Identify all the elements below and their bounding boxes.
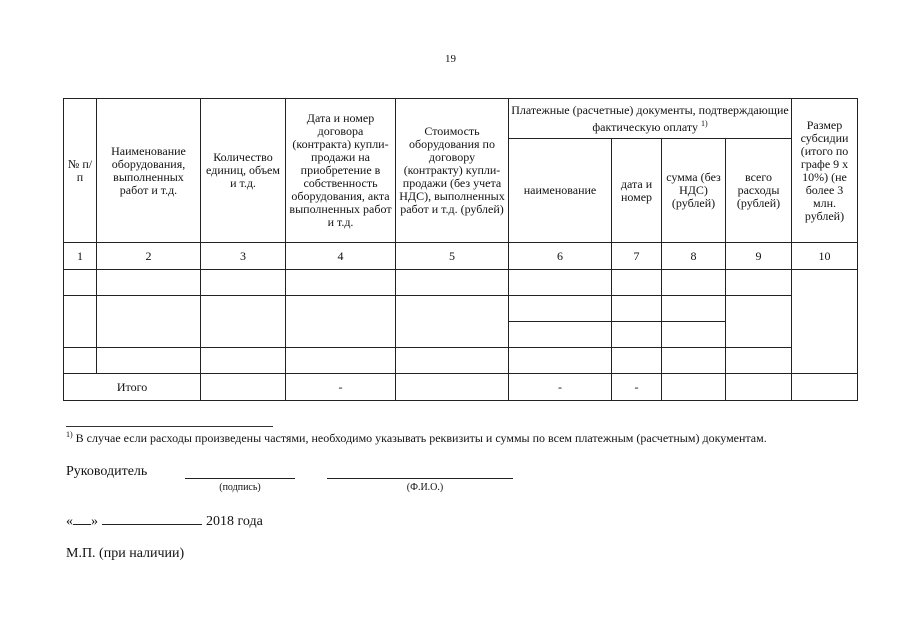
table-cell[interactable] xyxy=(64,296,97,348)
column-number: 10 xyxy=(792,243,858,270)
table-cell-subsidy[interactable] xyxy=(792,270,858,374)
date-close-quote: » xyxy=(91,514,98,529)
table-cell[interactable] xyxy=(662,322,726,348)
footnote-divider xyxy=(66,426,273,427)
table-cell[interactable] xyxy=(726,296,792,348)
footnote-text: В случае если расходы произведены частями, необходимо указывать реквизиты и суммы по всем платежным (расчетным) документам. xyxy=(72,431,767,445)
table-cell[interactable] xyxy=(286,348,396,374)
header-group-footnote-mark: 1) xyxy=(700,118,708,128)
header-group-payments xyxy=(509,99,792,139)
table-row xyxy=(64,296,858,322)
table-cell[interactable] xyxy=(662,348,726,374)
page-number: 19 xyxy=(445,53,456,65)
table-cell[interactable] xyxy=(509,322,612,348)
day-blank[interactable] xyxy=(73,512,91,525)
total-col-6: - xyxy=(509,374,612,401)
header-col-10: Размер субсидии (итого по графе 9 х 10%) (не более 3 млн. рублей) xyxy=(792,99,858,243)
header-col-7: дата и номер xyxy=(612,139,662,243)
signature-label: Руководитель xyxy=(66,464,148,479)
month-blank[interactable] xyxy=(102,512,202,525)
header-col-1: № п/п xyxy=(64,99,97,243)
name-line[interactable] xyxy=(327,478,513,479)
table-cell[interactable] xyxy=(396,296,509,348)
total-row xyxy=(64,374,858,401)
table-cell[interactable] xyxy=(509,348,612,374)
table-cell[interactable] xyxy=(612,270,662,296)
date-line xyxy=(66,512,263,530)
table-cell[interactable] xyxy=(509,270,612,296)
table-cell[interactable] xyxy=(201,348,286,374)
table-cell[interactable] xyxy=(396,270,509,296)
total-cell[interactable] xyxy=(662,374,726,401)
table-row xyxy=(64,270,858,296)
table-cell[interactable] xyxy=(509,296,612,322)
table-cell[interactable] xyxy=(612,348,662,374)
header-col-9: всего расходы (рублей) xyxy=(726,139,792,243)
date-open-quote: « xyxy=(66,514,73,529)
total-cell[interactable] xyxy=(396,374,509,401)
table-cell[interactable] xyxy=(64,270,97,296)
column-number: 5 xyxy=(396,243,509,270)
table-cell[interactable] xyxy=(662,270,726,296)
name-caption: (Ф.И.О.) xyxy=(406,482,444,493)
table-cell[interactable] xyxy=(396,348,509,374)
column-number: 8 xyxy=(662,243,726,270)
table-row xyxy=(64,348,858,374)
header-col-4: Дата и номер договора (контракта) купли-продажи на приобретение в собственность оборудования, акта выполненных работ и т.д. xyxy=(286,99,396,243)
date-year: 2018 года xyxy=(206,514,263,529)
column-number: 7 xyxy=(612,243,662,270)
header-col-6: наименование xyxy=(509,139,612,243)
header-col-5: Стоимость оборудования по договору (контракту) купли-продажи (без учета НДС), выполненных работ и т.д. (рублей) xyxy=(396,99,509,243)
stamp-label: М.П. (при наличии) xyxy=(66,546,185,561)
table-cell[interactable] xyxy=(726,348,792,374)
total-col-4: - xyxy=(286,374,396,401)
column-number: 9 xyxy=(726,243,792,270)
header-col-3: Количество единиц, объем и т.д. xyxy=(201,99,286,243)
table-cell[interactable] xyxy=(201,270,286,296)
header-col-8: сумма (без НДС) (рублей) xyxy=(662,139,726,243)
table-cell[interactable] xyxy=(726,270,792,296)
table-cell[interactable] xyxy=(64,348,97,374)
table-cell[interactable] xyxy=(612,322,662,348)
table-cell[interactable] xyxy=(286,296,396,348)
column-number: 3 xyxy=(201,243,286,270)
table-cell[interactable] xyxy=(97,348,201,374)
total-col-7: - xyxy=(612,374,662,401)
total-cell[interactable] xyxy=(792,374,858,401)
header-row-1 xyxy=(64,99,858,139)
total-cell[interactable] xyxy=(201,374,286,401)
header-group-text: Платежные (расчетные) документы, подтверждающие фактическую оплату xyxy=(511,102,789,134)
footnote xyxy=(66,430,767,446)
table-cell[interactable] xyxy=(612,296,662,322)
column-number-row xyxy=(64,243,858,270)
header-col-2: Наименование оборудования, выполненных работ и т.д. xyxy=(97,99,201,243)
column-number: 6 xyxy=(509,243,612,270)
table-cell[interactable] xyxy=(97,270,201,296)
signature-caption: (подпись) xyxy=(219,482,261,493)
table-cell[interactable] xyxy=(97,296,201,348)
footnote-mark: 1) xyxy=(66,430,73,439)
table-cell[interactable] xyxy=(286,270,396,296)
table-cell[interactable] xyxy=(201,296,286,348)
report-table xyxy=(63,98,858,401)
total-label: Итого xyxy=(64,374,201,401)
total-cell[interactable] xyxy=(726,374,792,401)
signature-line[interactable] xyxy=(185,478,295,479)
column-number: 1 xyxy=(64,243,97,270)
column-number: 4 xyxy=(286,243,396,270)
column-number: 2 xyxy=(97,243,201,270)
table-cell[interactable] xyxy=(662,296,726,322)
